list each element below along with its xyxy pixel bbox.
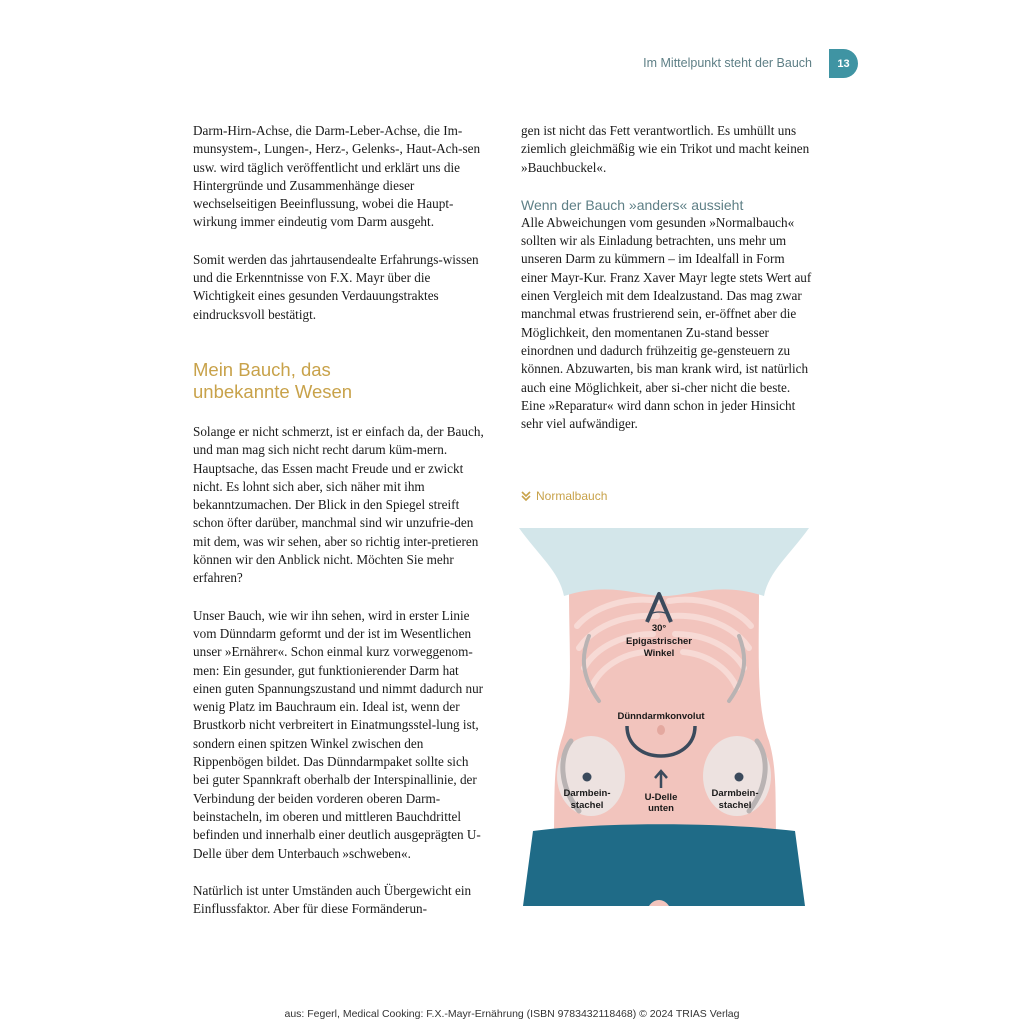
darmbein-left-line1: Darmbein- xyxy=(563,788,611,799)
navel xyxy=(657,725,665,735)
epigastric-label-line1: Epigastrischer xyxy=(626,636,692,647)
iliac-spine-right xyxy=(735,773,744,782)
paragraph: Darm-Hirn-Achse, die Darm-Leber-Achse, die Im-munsystem-, Lungen-, Herz-, Gelenks-, Haut-Ach-sen usw. wird täglich veröffentlicht und erklärt uns die Hintergründe und Zusammenhänge dieser wechselseitigen Beeinflussung, wobei die Haupt-wirkung immer eindeutig vom Darm ausgeht. xyxy=(193,123,481,230)
section-heading-line: unbekannte Wesen xyxy=(193,380,353,402)
top-garment xyxy=(519,528,809,596)
running-title: Im Mittelpunkt steht der Bauch xyxy=(643,56,812,70)
footer-credit: aus: Fegerl, Medical Cooking: F.X.-Mayr-Ernährung (ISBN 9783432118468) © 2024 TRIAS Verlag xyxy=(284,1008,740,1020)
epigastric-label-line2: Winkel xyxy=(643,648,675,659)
normalbauch-illustration xyxy=(519,526,809,906)
chevron-down-icon xyxy=(521,491,531,501)
bottom-garment xyxy=(523,824,805,906)
darmbein-right-line1: Darmbein- xyxy=(711,788,759,799)
konvolut-label: Dünndarmkonvolut xyxy=(617,711,705,722)
figure-caption xyxy=(521,489,607,503)
section-heading xyxy=(193,359,485,403)
angle-label: 30° xyxy=(651,623,667,634)
left-column xyxy=(193,122,485,937)
paragraph: Natürlich ist unter Umständen auch Übergewicht ein Einflussfaktor. Aber für diese Formänderun- xyxy=(193,882,472,917)
darmbein-right-line2: stachel xyxy=(718,800,752,811)
page-number-badge: 13 xyxy=(829,49,858,78)
darmbein-left-line2: stachel xyxy=(570,800,604,811)
paragraph: Unser Bauch, wie wir ihn sehen, wird in erster Linie vom Dünndarm geformt und der ist im Wesentlichen unser »Ernährer«. Schon einmal kurz vorweggenom-men: Ein gesunder, gut funktionierender Darm hat einen guten Spannungszustand und nimmt dadurch nur wenig Platz im Bauchraum ein. Ideal ist, wenn der Brustkorb nicht verbreitert in Einatmungsstel-lung ist, sondern einen spitzen Winkel zwischen den Rippenbögen bildet. Das Dünndarmpaket sollte sich bei guter Spannkraft oberhalb der Interspinallinie, der Verbindung der beiden vorderen oberen Darm-beinstacheln, im oberen und mittleren Bauchdrittel befinden und innerhalb einer deutlich ausgeprägten U-Delle über dem Unterbauch »schweben«. xyxy=(193,607,484,861)
section-heading-line: Mein Bauch, das xyxy=(193,358,331,380)
paragraph: Alle Abweichungen vom gesunden »Normalbauch« sollten wir als Einladung betrachten, uns mehr um unseren Darm zu kümmern – im Idealfall in Form einer Mayr-Kur. Franz Xaver Mayr legte stets Wert auf einen Vergleich mit dem Idealzustand. Das mag zwar manchmal etwas frustrierend sein, er-öffnet aber die Möglichkeit, den momentanen Zu-stand besser einordnen und dadurch frühzeitig ge-gensteuern zu können. Abzuwarten, bis man krank wird, ist natürlich auch eine Möglichkeit, aber si-cher nicht die beste. Eine »Reparatur« wird dann schon in jeder Hinsicht sehr viel aufwändiger. xyxy=(521,214,812,432)
right-column xyxy=(521,122,813,452)
paragraph: Solange er nicht schmerzt, ist er einfach da, der Bauch, und man mag sich nicht recht darum küm-mern. Hauptsache, das Essen macht Freude und er zwickt nicht. Es lohnt sich aber, sich näher mit ihm bekanntzumachen. Der Blick in den Spiegel streift schon öfter darüber, manchmal sind wir unzufrie-den mit dem, was wir sehen, aber so richtig inter-pretieren können wir den Anblick nicht. Möchten Sie mehr erfahren? xyxy=(193,423,484,586)
udelle-label-line1: U-Delle xyxy=(644,792,678,803)
paragraph: Somit werden das jahrtausendealte Erfahrungs-wissen und die Erkenntnisse von F.X. Mayr über die Wichtigkeit eines gesunden Verdauungstraktes eindrucksvoll bestätigt. xyxy=(193,251,479,322)
subheading: Wenn der Bauch »anders« aussieht xyxy=(521,196,744,213)
udelle-label-line2: unten xyxy=(648,803,674,814)
paragraph: gen ist nicht das Fett verantwortlich. Es umhüllt uns ziemlich gleichmäßig wie ein Trikot und macht keinen »Bauchbuckel«. xyxy=(521,123,810,175)
iliac-spine-left xyxy=(583,773,592,782)
figure-caption-text: Normalbauch xyxy=(536,489,608,503)
